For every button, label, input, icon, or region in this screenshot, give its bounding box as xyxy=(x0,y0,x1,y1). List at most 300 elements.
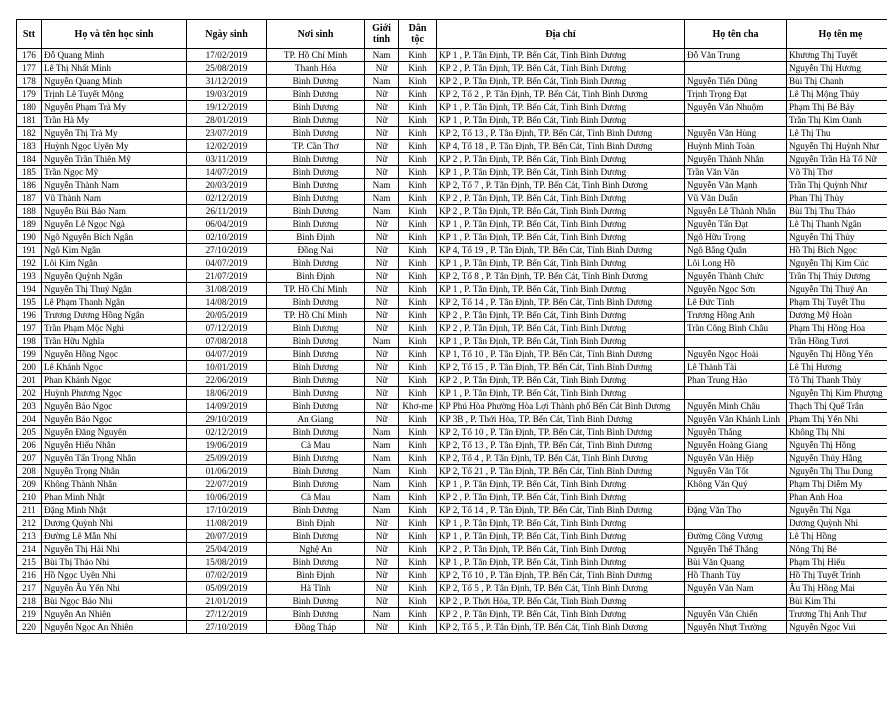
cell-father-name: Trần Văn Văn xyxy=(685,166,787,179)
cell-stt: 176 xyxy=(17,49,42,62)
cell-stt: 203 xyxy=(17,400,42,413)
cell-ethnicity: Kinh xyxy=(399,452,437,465)
cell-mother-name: Trần Thị Quỳnh Như xyxy=(787,179,887,192)
cell-birth-date: 20/07/2019 xyxy=(187,530,267,543)
cell-birth-date: 04/07/2019 xyxy=(187,257,267,270)
cell-mother-name: Nguyễn Thị Thủy xyxy=(787,231,887,244)
cell-student-name: Nguyễn Thị Hải Nhi xyxy=(42,543,187,556)
cell-ethnicity: Kinh xyxy=(399,88,437,101)
cell-birth-date: 02/12/2019 xyxy=(187,426,267,439)
cell-gender: Nam xyxy=(365,478,399,491)
cell-address: KP 2 , P. Tân Định, TP. Bến Cát, Tỉnh Bình Dương xyxy=(437,62,685,75)
cell-student-name: Nguyễn An Nhiên xyxy=(42,608,187,621)
cell-ethnicity: Khơ-me xyxy=(399,400,437,413)
header-gender: Giới tính xyxy=(365,20,399,49)
cell-mother-name: Thạch Thị Quế Trân xyxy=(787,400,887,413)
cell-student-name: Lê Khánh Ngọc xyxy=(42,361,187,374)
cell-stt: 195 xyxy=(17,296,42,309)
cell-stt: 186 xyxy=(17,179,42,192)
cell-father-name: Nguyễn Văn Chiến xyxy=(685,608,787,621)
cell-address: KP 2, Tổ 10 , P. Tân Định, TP. Bến Cát, Tỉnh Bình Dương xyxy=(437,426,685,439)
cell-student-name: Đỗ Quang Minh xyxy=(42,49,187,62)
cell-stt: 206 xyxy=(17,439,42,452)
cell-address: KP 2 , P. Tân Định, TP. Bến Cát, Tỉnh Bình Dương xyxy=(437,322,685,335)
cell-mother-name: Nông Thị Bé xyxy=(787,543,887,556)
cell-mother-name: Nguyễn Thị Huỳnh Như xyxy=(787,140,887,153)
cell-gender: Nam xyxy=(365,426,399,439)
cell-father-name: Đỗ Văn Trung xyxy=(685,49,787,62)
cell-ethnicity: Kinh xyxy=(399,49,437,62)
cell-mother-name: Nguyễn Thị Hương xyxy=(787,62,887,75)
cell-father-name xyxy=(685,62,787,75)
cell-birth-date: 03/11/2019 xyxy=(187,153,267,166)
table-row xyxy=(17,543,887,556)
cell-birth-place: Bình Dương xyxy=(267,114,365,127)
cell-birth-place: Bình Dương xyxy=(267,192,365,205)
cell-mother-name: Trương Thị Anh Thư xyxy=(787,608,887,621)
cell-student-name: Đường Lê Mẫn Nhi xyxy=(42,530,187,543)
cell-father-name: Nguyễn Minh Châu xyxy=(685,400,787,413)
cell-ethnicity: Kinh xyxy=(399,348,437,361)
cell-birth-date: 31/08/2019 xyxy=(187,283,267,296)
cell-address: KP 2 , P. Tân Định, TP. Bến Cát, Tỉnh Bình Dương xyxy=(437,192,685,205)
cell-birth-date: 04/07/2019 xyxy=(187,348,267,361)
cell-gender: Nữ xyxy=(365,543,399,556)
cell-birth-place: Nghệ An xyxy=(267,543,365,556)
cell-stt: 208 xyxy=(17,465,42,478)
cell-birth-place: Bình Định xyxy=(267,569,365,582)
cell-ethnicity: Kinh xyxy=(399,582,437,595)
cell-student-name: Nguyễn Bảo Ngọc xyxy=(42,413,187,426)
cell-address: KP 2 , P. Tân Định, TP. Bến Cát, Tỉnh Bình Dương xyxy=(437,153,685,166)
cell-gender: Nam xyxy=(365,439,399,452)
cell-address: KP 2, Tổ 10 , P. Tân Định, TP. Bến Cát, Tỉnh Bình Dương xyxy=(437,569,685,582)
cell-ethnicity: Kinh xyxy=(399,75,437,88)
table-row xyxy=(17,452,887,465)
cell-student-name: Trần Hữu Nghĩa xyxy=(42,335,187,348)
cell-stt: 202 xyxy=(17,387,42,400)
cell-mother-name: Nguyễn Thị Nga xyxy=(787,504,887,517)
cell-birth-date: 26/11/2019 xyxy=(187,205,267,218)
cell-birth-date: 06/04/2019 xyxy=(187,218,267,231)
cell-address: KP 4, Tổ 18 , P. Tân Định, TP. Bến Cát, Tỉnh Bình Dương xyxy=(437,140,685,153)
cell-birth-place: Bình Dương xyxy=(267,556,365,569)
cell-gender: Nam xyxy=(365,205,399,218)
cell-ethnicity: Kinh xyxy=(399,426,437,439)
cell-father-name xyxy=(685,114,787,127)
cell-address: KP 2 , P. Tân Định, TP. Bến Cát, Tỉnh Bình Dương xyxy=(437,75,685,88)
cell-stt: 211 xyxy=(17,504,42,517)
cell-gender: Nữ xyxy=(365,595,399,608)
cell-mother-name: Hồ Thị Bích Ngọc xyxy=(787,244,887,257)
header-ethnicity: Dân tộc xyxy=(399,20,437,49)
cell-mother-name: Phan Anh Hoa xyxy=(787,491,887,504)
cell-birth-place: Bình Dương xyxy=(267,608,365,621)
cell-ethnicity: Kinh xyxy=(399,218,437,231)
cell-birth-place: Bình Dương xyxy=(267,296,365,309)
cell-stt: 215 xyxy=(17,556,42,569)
cell-birth-date: 19/03/2019 xyxy=(187,88,267,101)
cell-ethnicity: Kinh xyxy=(399,491,437,504)
cell-birth-place: Đồng Nai xyxy=(267,244,365,257)
cell-birth-place: Đồng Tháp xyxy=(267,621,365,634)
cell-gender: Nữ xyxy=(365,244,399,257)
table-row xyxy=(17,205,887,218)
cell-address: KP 1 , P. Tân Định, TP. Bến Cát, Tỉnh Bình Dương xyxy=(437,556,685,569)
cell-birth-place: Bình Dương xyxy=(267,504,365,517)
cell-ethnicity: Kinh xyxy=(399,504,437,517)
cell-mother-name: Trần Thị Thúy Dương xyxy=(787,270,887,283)
table-row xyxy=(17,192,887,205)
cell-stt: 216 xyxy=(17,569,42,582)
cell-address: KP 2, Tổ 2 , P. Tân Định, TP. Bến Cát, Tỉnh Bình Dương xyxy=(437,88,685,101)
cell-birth-place: Cà Mau xyxy=(267,491,365,504)
cell-address: KP 1 , P. Tân Định, TP. Bến Cát, Tỉnh Bình Dương xyxy=(437,49,685,62)
cell-birth-date: 07/12/2019 xyxy=(187,322,267,335)
table-row xyxy=(17,127,887,140)
cell-student-name: Nguyễn Hồng Ngọc xyxy=(42,348,187,361)
cell-mother-name: Khương Thị Tuyết xyxy=(787,49,887,62)
cell-gender: Nữ xyxy=(365,62,399,75)
cell-address: KP 1 , P. Tân Định, TP. Bến Cát, Tỉnh Bình Dương xyxy=(437,283,685,296)
table-row xyxy=(17,309,887,322)
table-row xyxy=(17,569,887,582)
cell-father-name: Hồ Thanh Tùy xyxy=(685,569,787,582)
cell-gender: Nữ xyxy=(365,374,399,387)
cell-gender: Nữ xyxy=(365,101,399,114)
cell-ethnicity: Kinh xyxy=(399,62,437,75)
cell-birth-place: Bình Dương xyxy=(267,465,365,478)
table-row xyxy=(17,257,887,270)
cell-gender: Nữ xyxy=(365,556,399,569)
cell-gender: Nam xyxy=(365,335,399,348)
cell-student-name: Lê Thị Nhất Minh xyxy=(42,62,187,75)
cell-ethnicity: Kinh xyxy=(399,608,437,621)
cell-address: KP 2, Tổ 13 , P. Tân Định, TP. Bến Cát, Tỉnh Bình Dương xyxy=(437,439,685,452)
cell-gender: Nữ xyxy=(365,231,399,244)
header-row xyxy=(17,20,887,49)
cell-address: KP 1 , P. Tân Định, TP. Bến Cát, Tỉnh Bình Dương xyxy=(437,166,685,179)
cell-father-name xyxy=(685,595,787,608)
cell-student-name: Ngô Kim Ngân xyxy=(42,244,187,257)
cell-father-name: Nguyễn Thành Chức xyxy=(685,270,787,283)
cell-student-name: Vũ Thành Nam xyxy=(42,192,187,205)
table-row xyxy=(17,530,887,543)
cell-father-name: Nguyễn Hoàng Giang xyxy=(685,439,787,452)
cell-mother-name: Phạm Thị Bé Bảy xyxy=(787,101,887,114)
cell-father-name: Không Văn Quý xyxy=(685,478,787,491)
table-row xyxy=(17,387,887,400)
student-table xyxy=(16,19,887,634)
cell-ethnicity: Kinh xyxy=(399,543,437,556)
cell-address: KP 1 , P. Tân Định, TP. Bến Cát, Tỉnh Bình Dương xyxy=(437,114,685,127)
cell-address: KP 2, Tổ 13 , P. Tân Định, TP. Bến Cát, Tỉnh Bình Dương xyxy=(437,127,685,140)
cell-ethnicity: Kinh xyxy=(399,361,437,374)
cell-birth-date: 20/05/2019 xyxy=(187,309,267,322)
cell-ethnicity: Kinh xyxy=(399,244,437,257)
cell-stt: 194 xyxy=(17,283,42,296)
cell-gender: Nữ xyxy=(365,283,399,296)
cell-stt: 213 xyxy=(17,530,42,543)
cell-birth-date: 01/06/2019 xyxy=(187,465,267,478)
cell-student-name: Nguyễn Bảo Ngọc xyxy=(42,400,187,413)
cell-birth-date: 19/12/2019 xyxy=(187,101,267,114)
cell-address: KP Phú Hòa Phường Hòa Lợi Thành phố Bến Cát Bình Dương xyxy=(437,400,685,413)
table-row xyxy=(17,283,887,296)
cell-address: KP 1 , P. Tân Định, TP. Bến Cát, Tỉnh Bình Dương xyxy=(437,335,685,348)
cell-address: KP 2, Tổ 4 , P. Tân Định, TP. Bến Cát, Tỉnh Bình Dương xyxy=(437,452,685,465)
cell-father-name xyxy=(685,335,787,348)
table-body xyxy=(17,49,887,634)
cell-gender: Nữ xyxy=(365,114,399,127)
cell-stt: 187 xyxy=(17,192,42,205)
cell-birth-date: 17/10/2019 xyxy=(187,504,267,517)
table-row xyxy=(17,244,887,257)
cell-address: KP 1 , P. Tân Định, TP. Bến Cát, Tỉnh Bình Dương xyxy=(437,218,685,231)
cell-stt: 218 xyxy=(17,595,42,608)
cell-ethnicity: Kinh xyxy=(399,335,437,348)
cell-mother-name: Nguyễn Thị Hồng xyxy=(787,439,887,452)
cell-birth-place: Bình Dương xyxy=(267,530,365,543)
cell-gender: Nữ xyxy=(365,166,399,179)
table-row xyxy=(17,426,887,439)
cell-father-name: Bùi Văn Quang xyxy=(685,556,787,569)
cell-address: KP 2, Tổ 8 , P. Tân Định, TP. Bến Cát, Tỉnh Bình Dương xyxy=(437,270,685,283)
cell-student-name: Lôi Kim Ngân xyxy=(42,257,187,270)
cell-birth-place: An Giang xyxy=(267,413,365,426)
cell-student-name: Trần Ngọc Mỹ xyxy=(42,166,187,179)
cell-father-name: Nguyễn Nhựt Trường xyxy=(685,621,787,634)
table-row xyxy=(17,140,887,153)
cell-gender: Nữ xyxy=(365,387,399,400)
cell-father-name: Phan Trung Hào xyxy=(685,374,787,387)
cell-ethnicity: Kinh xyxy=(399,153,437,166)
cell-student-name: Bùi Ngọc Bảo Nhi xyxy=(42,595,187,608)
cell-ethnicity: Kinh xyxy=(399,413,437,426)
cell-gender: Nữ xyxy=(365,348,399,361)
cell-gender: Nam xyxy=(365,491,399,504)
cell-gender: Nữ xyxy=(365,530,399,543)
cell-birth-place: Bình Dương xyxy=(267,153,365,166)
cell-student-name: Lê Phạm Thanh Ngân xyxy=(42,296,187,309)
cell-birth-place: Bình Dương xyxy=(267,218,365,231)
cell-stt: 181 xyxy=(17,114,42,127)
cell-birth-date: 20/03/2019 xyxy=(187,179,267,192)
cell-address: KP 1 , P. Tân Định, TP. Bến Cát, Tỉnh Bình Dương xyxy=(437,517,685,530)
cell-father-name: Đặng Văn Thọ xyxy=(685,504,787,517)
cell-father-name: Lê Đức Tính xyxy=(685,296,787,309)
cell-birth-date: 28/01/2019 xyxy=(187,114,267,127)
cell-address: KP 1 , P. Tân Định, TP. Bến Cát, Tỉnh Bình Dương xyxy=(437,101,685,114)
cell-student-name: Nguyễn Phạm Trà My xyxy=(42,101,187,114)
table-row xyxy=(17,62,887,75)
cell-stt: 205 xyxy=(17,426,42,439)
table-row xyxy=(17,49,887,62)
cell-stt: 184 xyxy=(17,153,42,166)
cell-birth-date: 15/08/2019 xyxy=(187,556,267,569)
cell-gender: Nữ xyxy=(365,569,399,582)
cell-gender: Nữ xyxy=(365,361,399,374)
cell-stt: 196 xyxy=(17,309,42,322)
cell-student-name: Nguyễn Quang Minh xyxy=(42,75,187,88)
table-row xyxy=(17,218,887,231)
table-row xyxy=(17,582,887,595)
table-row xyxy=(17,517,887,530)
cell-birth-date: 02/12/2019 xyxy=(187,192,267,205)
cell-mother-name: Bùi Kim Thi xyxy=(787,595,887,608)
cell-address: KP 2, Tổ 14 , P. Tân Định, TP. Bến Cát, Tỉnh Bình Dương xyxy=(437,504,685,517)
cell-stt: 191 xyxy=(17,244,42,257)
cell-gender: Nữ xyxy=(365,127,399,140)
table-row xyxy=(17,88,887,101)
cell-gender: Nữ xyxy=(365,88,399,101)
table-row xyxy=(17,270,887,283)
cell-ethnicity: Kinh xyxy=(399,231,437,244)
cell-birth-date: 05/09/2019 xyxy=(187,582,267,595)
cell-birth-place: Bình Định xyxy=(267,231,365,244)
cell-birth-place: Thanh Hóa xyxy=(267,62,365,75)
cell-address: KP 4, Tổ 19 , P. Tân Định, TP. Bến Cát, Tỉnh Bình Dương xyxy=(437,244,685,257)
cell-ethnicity: Kinh xyxy=(399,257,437,270)
cell-gender: Nữ xyxy=(365,153,399,166)
cell-address: KP 2 , P. Tân Định, TP. Bến Cát, Tỉnh Bình Dương xyxy=(437,374,685,387)
table-row xyxy=(17,413,887,426)
cell-ethnicity: Kinh xyxy=(399,166,437,179)
cell-stt: 209 xyxy=(17,478,42,491)
cell-ethnicity: Kinh xyxy=(399,530,437,543)
cell-stt: 178 xyxy=(17,75,42,88)
cell-ethnicity: Kinh xyxy=(399,517,437,530)
cell-gender: Nam xyxy=(365,504,399,517)
cell-father-name: Trần Công Bình Châu xyxy=(685,322,787,335)
cell-ethnicity: Kinh xyxy=(399,387,437,400)
cell-address: KP 2, Tổ 15 , P. Tân Định, TP. Bến Cát, Tỉnh Bình Dương xyxy=(437,361,685,374)
cell-stt: 183 xyxy=(17,140,42,153)
cell-stt: 212 xyxy=(17,517,42,530)
table-row xyxy=(17,478,887,491)
table-row xyxy=(17,621,887,634)
cell-birth-date: 21/01/2019 xyxy=(187,595,267,608)
cell-student-name: Nguyễn Ngọc An Nhiên xyxy=(42,621,187,634)
cell-birth-place: Bình Dương xyxy=(267,205,365,218)
cell-mother-name: Không Thị Nhi xyxy=(787,426,887,439)
cell-ethnicity: Kinh xyxy=(399,127,437,140)
table-row xyxy=(17,465,887,478)
cell-birth-date: 27/10/2019 xyxy=(187,621,267,634)
cell-address: KP 2 , P. Tân Định, TP. Bến Cát, Tỉnh Bình Dương xyxy=(437,309,685,322)
cell-ethnicity: Kinh xyxy=(399,114,437,127)
cell-father-name: Nguyễn Văn Nhuộm xyxy=(685,101,787,114)
cell-birth-place: Bình Dương xyxy=(267,322,365,335)
cell-birth-place: TP. Cần Thơ xyxy=(267,140,365,153)
cell-father-name: Nguyễn Văn Hiệp xyxy=(685,452,787,465)
cell-address: KP 2 , P. Tân Định, TP. Bến Cát, Tỉnh Bình Dương xyxy=(437,543,685,556)
cell-birth-place: Bình Dương xyxy=(267,478,365,491)
table-row xyxy=(17,101,887,114)
cell-father-name: Nguyễn Văn Khánh Linh xyxy=(685,413,787,426)
cell-ethnicity: Kinh xyxy=(399,140,437,153)
cell-mother-name: Nguyễn Thúy Hằng xyxy=(787,452,887,465)
cell-birth-place: Bình Dương xyxy=(267,400,365,413)
cell-birth-date: 07/08/2018 xyxy=(187,335,267,348)
cell-stt: 214 xyxy=(17,543,42,556)
cell-address: KP 1 , P. Tân Định, TP. Bến Cát, Tỉnh Bình Dương xyxy=(437,530,685,543)
cell-student-name: Nguyễn Đăng Nguyên xyxy=(42,426,187,439)
cell-birth-place: Bình Định xyxy=(267,270,365,283)
cell-gender: Nữ xyxy=(365,309,399,322)
header-birth-date: Ngày sinh xyxy=(187,20,267,49)
header-birth-place: Nơi sinh xyxy=(267,20,365,49)
cell-address: KP 3B , P. Thới Hòa, TP. Bến Cát, Tỉnh Bình Dương xyxy=(437,413,685,426)
table-row xyxy=(17,361,887,374)
cell-birth-date: 19/06/2019 xyxy=(187,439,267,452)
cell-mother-name: Nguyễn Thị Kim Cúc xyxy=(787,257,887,270)
cell-father-name xyxy=(685,387,787,400)
cell-student-name: Nguyễn Tấn Trọng Nhân xyxy=(42,452,187,465)
cell-birth-date: 31/12/2019 xyxy=(187,75,267,88)
cell-birth-place: Bình Dương xyxy=(267,166,365,179)
cell-stt: 201 xyxy=(17,374,42,387)
cell-ethnicity: Kinh xyxy=(399,478,437,491)
cell-address: KP 1 , P. Tân Định, TP. Bến Cát, Tỉnh Bình Dương xyxy=(437,387,685,400)
cell-student-name: Nguyễn Thành Nam xyxy=(42,179,187,192)
cell-birth-place: TP. Hồ Chí Minh xyxy=(267,283,365,296)
cell-birth-date: 25/04/2019 xyxy=(187,543,267,556)
cell-birth-place: TP. Hồ Chí Minh xyxy=(267,49,365,62)
cell-birth-place: Bình Dương xyxy=(267,101,365,114)
cell-ethnicity: Kinh xyxy=(399,374,437,387)
table-row xyxy=(17,179,887,192)
cell-stt: 189 xyxy=(17,218,42,231)
cell-mother-name: Nguyễn Ngọc Vui xyxy=(787,621,887,634)
cell-birth-place: Hà Tĩnh xyxy=(267,582,365,595)
cell-student-name: Huỳnh Ngọc Uyên My xyxy=(42,140,187,153)
cell-student-name: Nguyễn Âu Yến Nhi xyxy=(42,582,187,595)
cell-student-name: Không Thành Nhân xyxy=(42,478,187,491)
cell-gender: Nữ xyxy=(365,218,399,231)
cell-birth-date: 07/02/2019 xyxy=(187,569,267,582)
cell-gender: Nam xyxy=(365,465,399,478)
cell-gender: Nữ xyxy=(365,140,399,153)
cell-mother-name: Nguyễn Thị Thu Dung xyxy=(787,465,887,478)
cell-ethnicity: Kinh xyxy=(399,439,437,452)
cell-stt: 180 xyxy=(17,101,42,114)
cell-student-name: Dương Quỳnh Nhi xyxy=(42,517,187,530)
cell-mother-name: Trần Hồng Tươi xyxy=(787,335,887,348)
cell-stt: 179 xyxy=(17,88,42,101)
cell-ethnicity: Kinh xyxy=(399,179,437,192)
cell-address: KP 2 , P. Thới Hòa, TP. Bến Cát, Tỉnh Bình Dương xyxy=(437,595,685,608)
cell-mother-name: Nguyễn Thị Thuý An xyxy=(787,283,887,296)
cell-address: KP 1 , P. Tân Định, TP. Bến Cát, Tỉnh Bình Dương xyxy=(437,257,685,270)
cell-father-name: Nguyễn Văn Nam xyxy=(685,582,787,595)
cell-stt: 193 xyxy=(17,270,42,283)
cell-mother-name: Lê Thị Thu xyxy=(787,127,887,140)
cell-mother-name: Phạm Thị Yến Nhi xyxy=(787,413,887,426)
table-row xyxy=(17,114,887,127)
cell-father-name: Nguyễn Văn Hùng xyxy=(685,127,787,140)
cell-gender: Nam xyxy=(365,75,399,88)
table-row xyxy=(17,439,887,452)
cell-father-name: Ngô Hữu Trọng xyxy=(685,231,787,244)
cell-stt: 217 xyxy=(17,582,42,595)
cell-birth-date: 10/06/2019 xyxy=(187,491,267,504)
cell-mother-name: Phạm Thị Hồng Hoa xyxy=(787,322,887,335)
cell-birth-date: 29/10/2019 xyxy=(187,413,267,426)
cell-ethnicity: Kinh xyxy=(399,270,437,283)
table-row xyxy=(17,556,887,569)
cell-mother-name: Lê Thị Mộng Thúy xyxy=(787,88,887,101)
